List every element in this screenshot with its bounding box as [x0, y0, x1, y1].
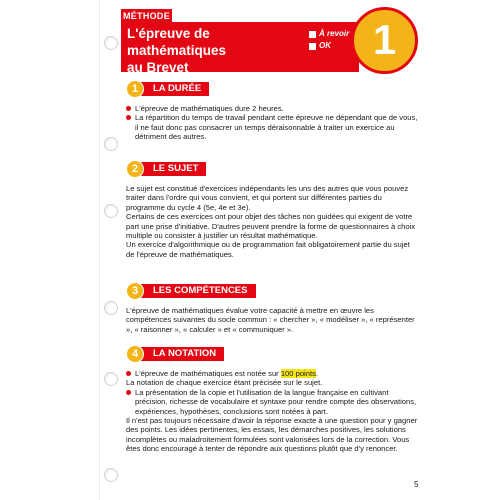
check-ok[interactable] [309, 40, 349, 52]
section-number-badge: 3 [126, 282, 144, 300]
section-number-badge: 2 [126, 160, 144, 178]
review-checklist [309, 28, 349, 52]
margin-line [99, 0, 100, 500]
bullet-item [126, 369, 418, 378]
chapter-number-badge: 1 [351, 7, 418, 74]
page-number: 5 [414, 480, 419, 489]
paragraph: La notation de chaque exercice étant précisée sur le sujet. [126, 378, 323, 388]
section-title: LA NOTATION [136, 347, 224, 361]
section-body-competences [126, 306, 418, 334]
section-body-duree [126, 104, 418, 142]
section-title: LA DURÉE [136, 82, 209, 96]
bullet-text: . [315, 369, 318, 378]
paragraph: Le sujet est constitué d'exercices indépendants les uns des autres que vous pouvez traiter dans l'ordre qui vous convient, et qui portent sur différentes parties du programme du cycle 4 (5e, 4e et 3e). [126, 184, 409, 212]
checkbox-icon[interactable] [309, 43, 316, 50]
section-title: LE SUJET [136, 162, 206, 176]
checkbox-icon[interactable] [309, 31, 316, 38]
paragraph: Un exercice d'algorithmique ou de programmation fait obligatoirement partie du sujet de l'épreuve de mathématiques. [126, 240, 410, 259]
check-revoir[interactable] [309, 28, 349, 40]
section-body-sujet [126, 184, 418, 259]
section-number-badge: 4 [126, 345, 144, 363]
bullet-text: L'épreuve de mathématiques est notée sur [135, 369, 281, 378]
bullet-item: La présentation de la copie et l'utilisation de la langue française en cultivant précision, richesse de vocabulaire et syntaxe pour rendre compte des observations, expériences, hypothèses, conclusions sont notées à part. [126, 388, 418, 416]
method-tag: MÉTHODE [122, 11, 171, 21]
bullet-item: L'épreuve de mathématiques dure 2 heures. [126, 104, 418, 113]
bullet-item: La répartition du temps de travail pendant cette épreuve ne dépendant que de vous, il ne faut donc pas consacrer un temps déraisonnable à traiter un exercice au détriment des autres. [126, 113, 418, 141]
page-title [127, 25, 302, 76]
section-number-badge: 1 [126, 80, 144, 98]
title-line-2: au Brevet [127, 60, 189, 75]
paragraph: Certains de ces exercices ont pour objet des tâches non guidées qui exigent de votre part une prise d'initiative. D'autres peuvent prendre la forme de questionnaires à choix multiple ou consister à justifier un résultat mathématique. [126, 212, 416, 241]
check-ok-label: OK [319, 41, 331, 50]
binder-hole [104, 137, 118, 151]
paragraph: Il n'est pas toujours nécessaire d'avoir la réponse exacte à une question pour y gagner des points. Les idées pertinentes, les essais, les démarches positives, les solutions incomplètes ou maladroitement formulées sont valorisées lors de la correction. Vous êtes donc encouragé à tenter de répondre aux questions plutôt que d'y renoncer. [126, 416, 418, 454]
highlight-points: 100 points [280, 369, 316, 378]
binder-hole [104, 468, 118, 482]
section-title: LES COMPÉTENCES [136, 284, 256, 298]
section-body-notation [126, 369, 418, 454]
check-revoir-label: À revoir [319, 29, 350, 38]
binder-hole [104, 301, 118, 315]
binder-hole [104, 204, 118, 218]
paragraph: L'épreuve de mathématiques évalue votre capacité à mettre en œuvre les compétences suivantes du socle commun : « chercher », « modéliser », « représenter », « raisonner », « calculer » et « communiquer ». [126, 306, 415, 334]
binder-hole [104, 36, 118, 50]
binder-hole [104, 372, 118, 386]
title-line-1: L'épreuve de mathématiques [127, 26, 227, 58]
